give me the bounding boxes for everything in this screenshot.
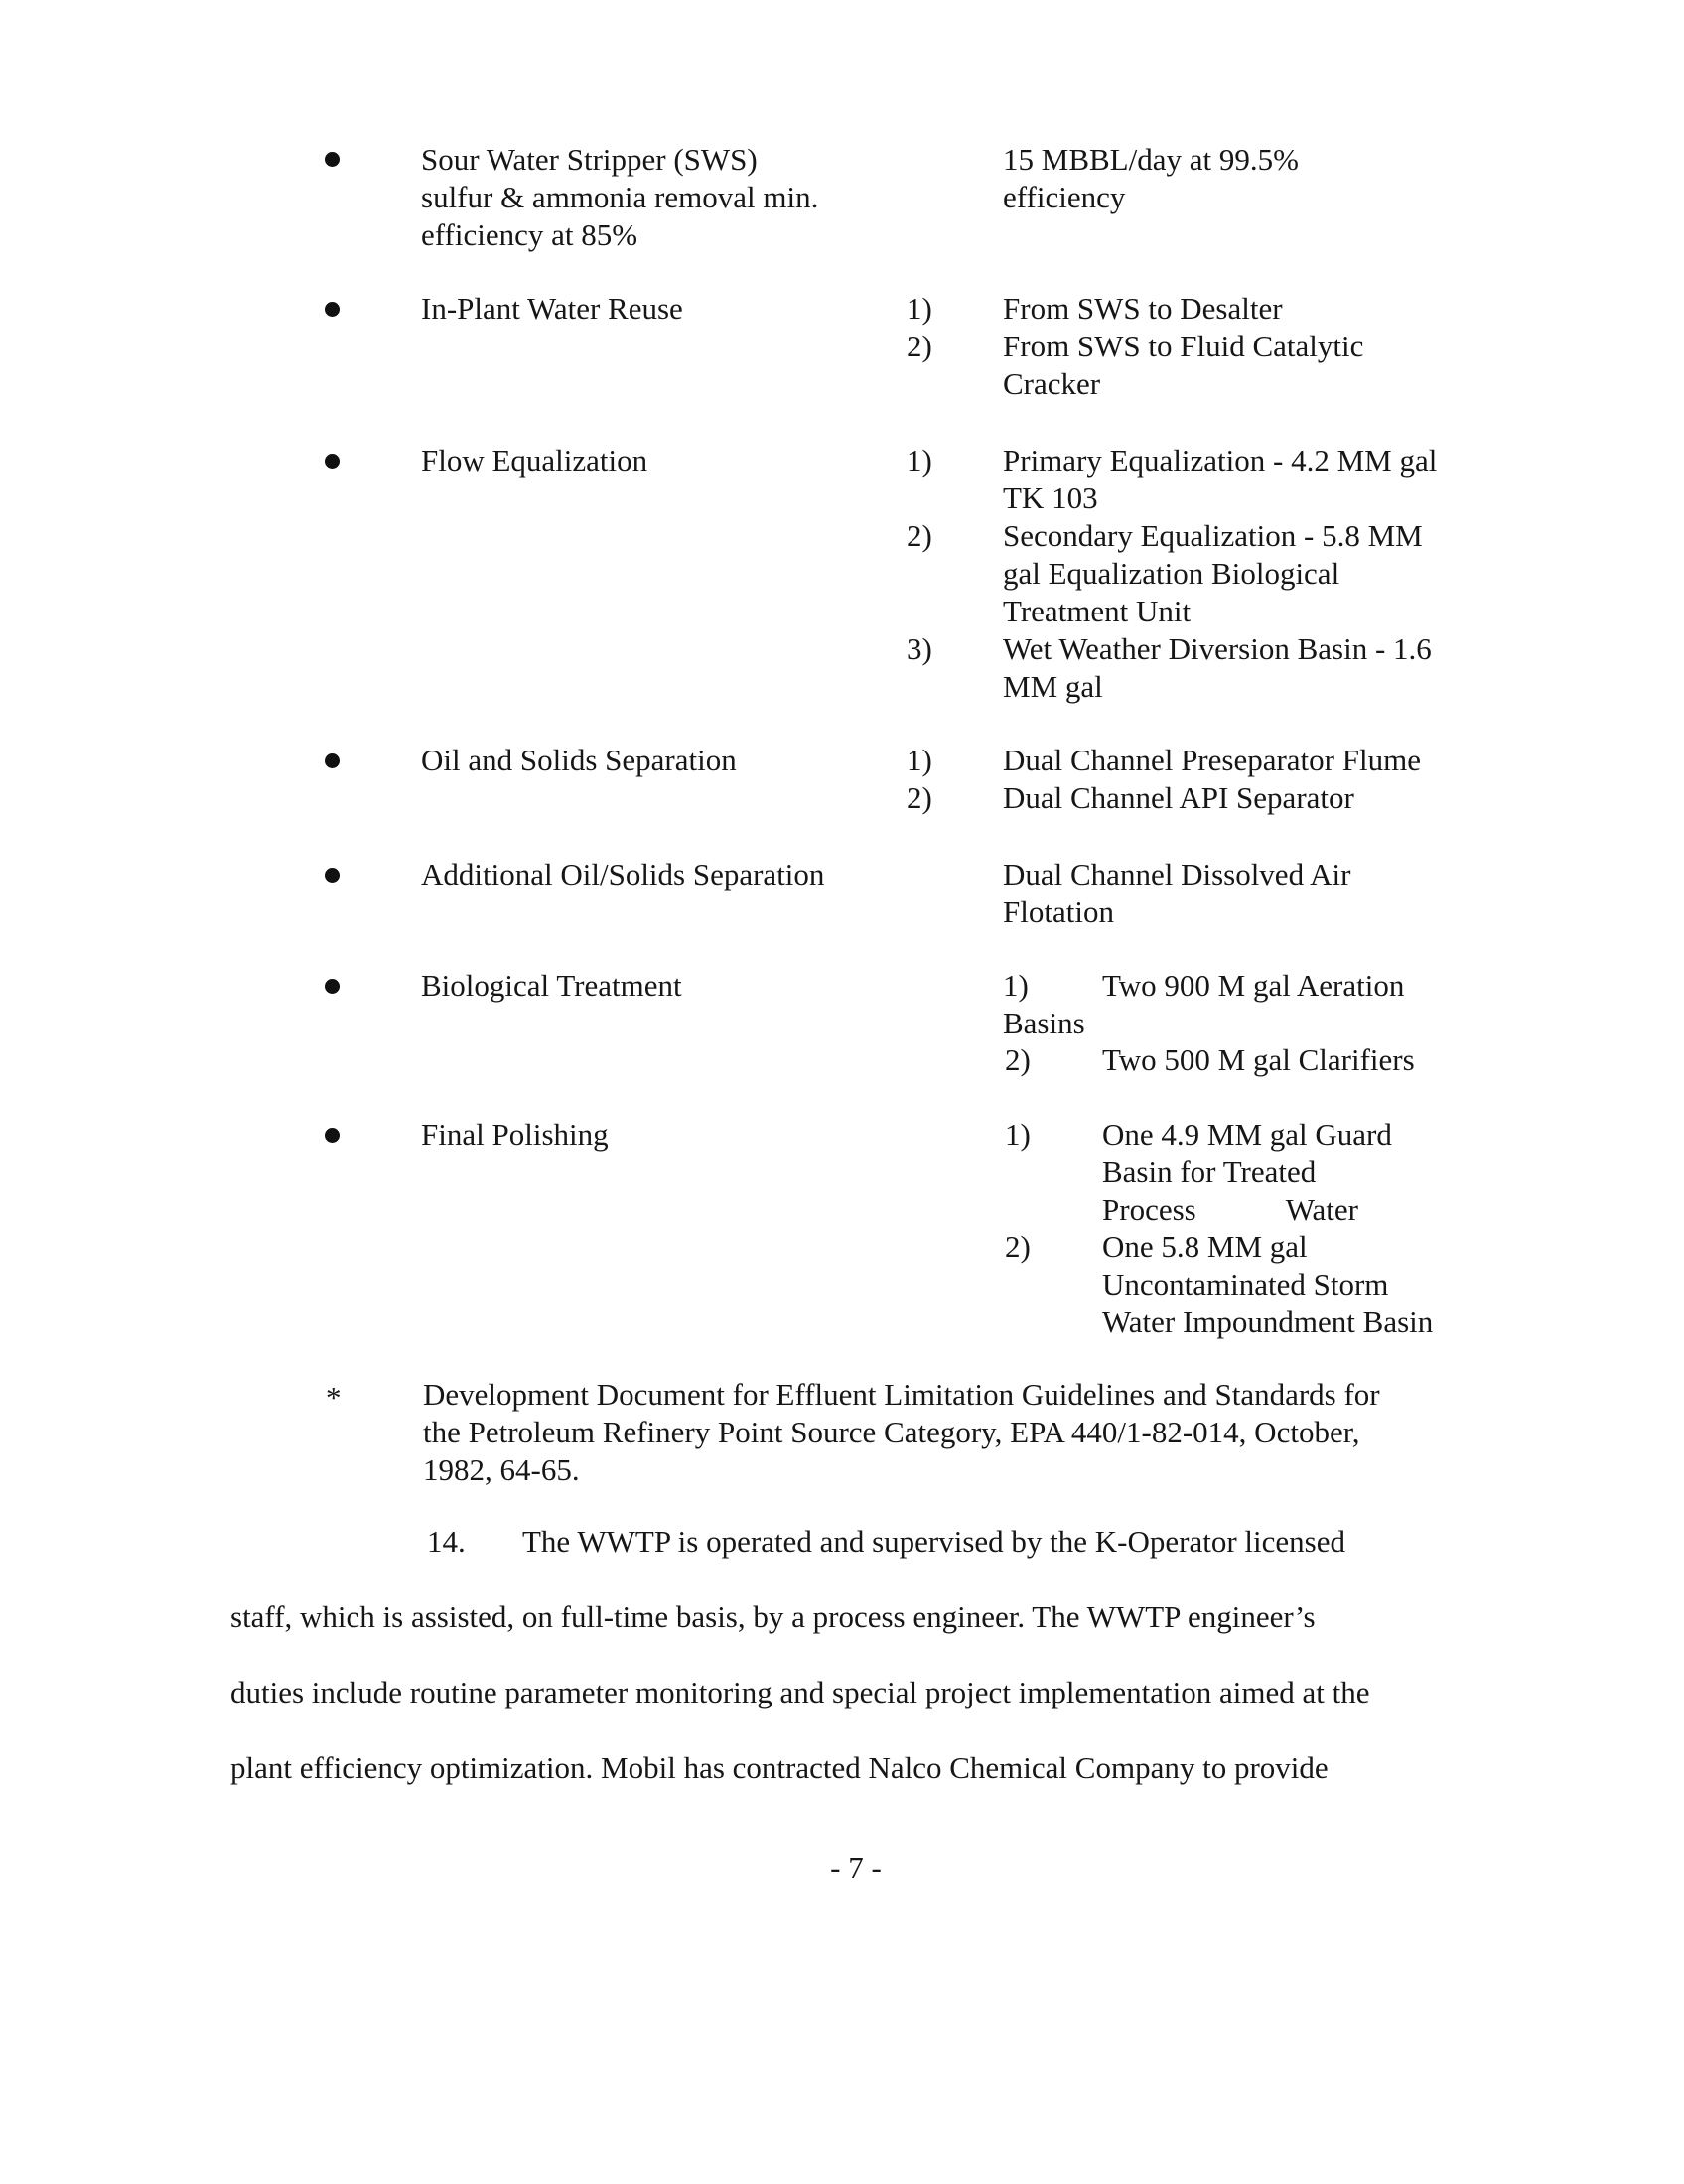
item-label: Sour Water Stripper (SWS) sulfur & ammonia removal min. efficiency at 85%: [421, 142, 819, 252]
bullet-icon: [325, 979, 340, 994]
item-number: 1): [1005, 1117, 1031, 1152]
item-label: Oil and Solids Separation: [421, 743, 737, 777]
item-detail: One 4.9 MM gal Guard Basin for Treated Process Water: [1102, 1117, 1392, 1227]
item-detail: Primary Equalization - 4.2 MM gal TK 103: [1003, 443, 1438, 515]
item-detail: Wet Weather Diversion Basin - 1.6 MM gal: [1003, 631, 1432, 704]
item-detail: One 5.8 MM gal Uncontaminated Storm Water Impoundment Basin: [1102, 1229, 1434, 1339]
bullet-icon: [325, 753, 340, 768]
bullet-icon: [325, 152, 340, 167]
item-number: 2): [1005, 1042, 1031, 1077]
item-detail: 15 MBBL/day at 99.5% efficiency: [1003, 142, 1299, 214]
item-label: Additional Oil/Solids Separation: [421, 857, 825, 891]
item-label: Biological Treatment: [421, 968, 682, 1003]
item-detail: Two 500 M gal Clarifiers: [1102, 1042, 1415, 1077]
item-detail: Secondary Equalization - 5.8 MM gal Equalization Biological Treatment Unit: [1003, 518, 1423, 628]
footnote-marker: *: [326, 1380, 342, 1415]
item-label: Final Polishing: [421, 1117, 609, 1152]
item-detail-wrap: Basins: [1003, 1006, 1085, 1040]
paragraph-number: 14.: [427, 1524, 466, 1559]
bullet-icon: [325, 454, 340, 469]
page-number: - 7 -: [830, 1850, 882, 1885]
item-number: 2): [907, 518, 932, 553]
item-label: In-Plant Water Reuse: [421, 291, 683, 326]
paragraph-line: duties include routine parameter monitoring and special project implementation aimed at the: [230, 1675, 1370, 1709]
item-number: 2): [907, 329, 932, 363]
item-label: Flow Equalization: [421, 443, 648, 478]
item-detail: Dual Channel Dissolved Air Flotation: [1003, 857, 1351, 929]
item-number: 1): [907, 291, 932, 326]
paragraph-first-line: The WWTP is operated and supervised by the K-Operator licensed: [522, 1524, 1345, 1559]
item-detail: Two 900 M gal Aeration: [1102, 968, 1405, 1003]
bullet-icon: [325, 1128, 340, 1143]
bullet-icon: [325, 868, 340, 883]
item-detail: Dual Channel Preseparator Flume: [1003, 743, 1421, 777]
item-number: 1): [907, 443, 932, 478]
paragraph-line: plant efficiency optimization. Mobil has contracted Nalco Chemical Company to provide: [230, 1750, 1329, 1785]
bullet-icon: [325, 302, 340, 317]
item-number: 3): [907, 631, 932, 666]
item-detail: From SWS to Desalter: [1003, 291, 1283, 326]
item-detail: From SWS to Fluid Catalytic Cracker: [1003, 329, 1364, 401]
item-number: 1): [1003, 968, 1029, 1003]
item-number: 2): [907, 780, 932, 815]
footnote-text: Development Document for Effluent Limitation Guidelines and Standards for the Petroleum Refinery Point Source Category, EPA 440/1-82-014, October, 1982, 64-65.: [423, 1377, 1380, 1487]
item-number: 2): [1005, 1229, 1031, 1264]
item-number: 1): [907, 743, 932, 777]
item-detail: Dual Channel API Separator: [1003, 780, 1354, 815]
paragraph-line: staff, which is assisted, on full-time basis, by a process engineer. The WWTP engineer’s: [230, 1599, 1316, 1634]
